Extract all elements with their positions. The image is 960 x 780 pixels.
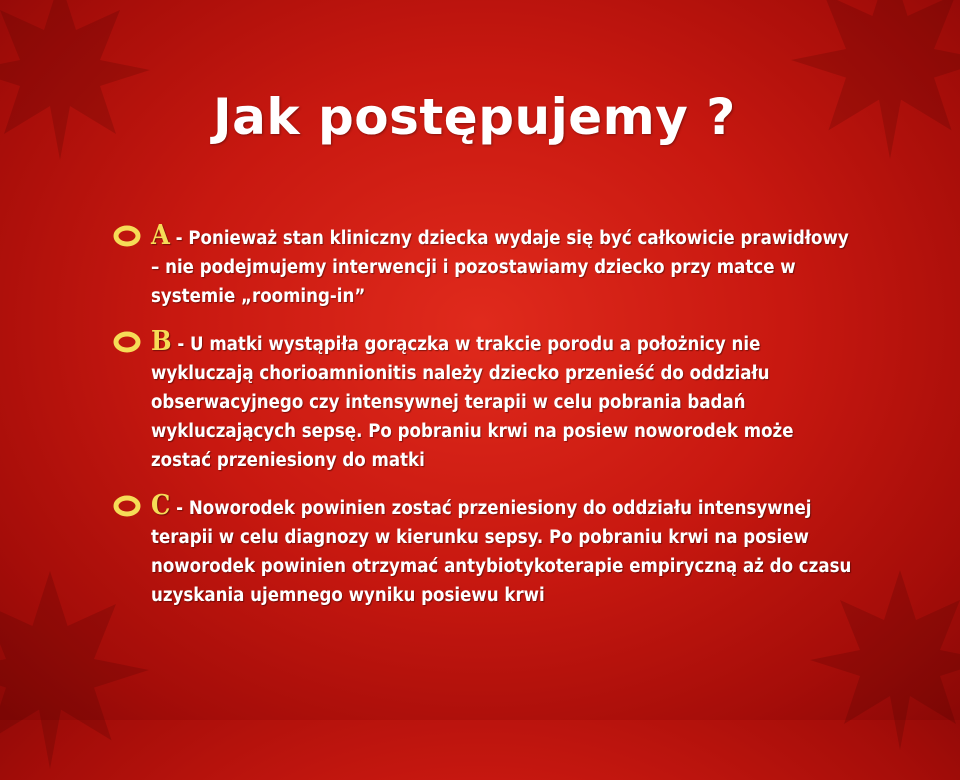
slide-title: Jak postępujemy ? — [213, 88, 736, 146]
bullet-body: - Ponieważ stan kliniczny dziecka wydaje się być całkowicie prawidłowy – nie podejmujemy interwencji i pozostawiamy dziecko przy matce w systemie „rooming-in” — [151, 228, 849, 307]
bullet-letter: C — [151, 490, 171, 521]
bullet-letter: B — [151, 326, 172, 357]
bullet-text — [151, 327, 853, 475]
list-item — [113, 491, 853, 610]
maple-leaf-icon — [780, 0, 960, 170]
ring-bullet-icon — [113, 331, 141, 353]
bullet-letter: A — [151, 220, 170, 251]
list-item — [113, 221, 853, 311]
list-item — [113, 327, 853, 475]
ring-bullet-icon — [113, 225, 141, 247]
maple-leaf-icon — [0, 0, 160, 170]
bullet-body: - U matki wystąpiła gorączka w trakcie porodu a położnicy nie wykluczają chorioamnionitis należy dziecko przenieść do oddziału obserwacyjnego czy intensywnej terapii w celu pobrania badań wykluczających sepsę. Po pobraniu krwi na posiew noworodek może zostać przeniesiony do matki — [151, 334, 794, 471]
bullet-text — [151, 491, 853, 610]
bullet-body: - Noworodek powinien zostać przeniesiony do oddziału intensywnej terapii w celu diagnozy w kierunku sepsy. Po pobraniu krwi na posiew noworodek powinien otrzymać antybiotykoterapie empiryczną aż do czasu uzyskania ujemnego wyniku posiewu krwi — [151, 498, 852, 606]
bullet-list — [113, 221, 853, 626]
ring-bullet-icon — [113, 495, 141, 517]
bullet-text — [151, 221, 853, 311]
